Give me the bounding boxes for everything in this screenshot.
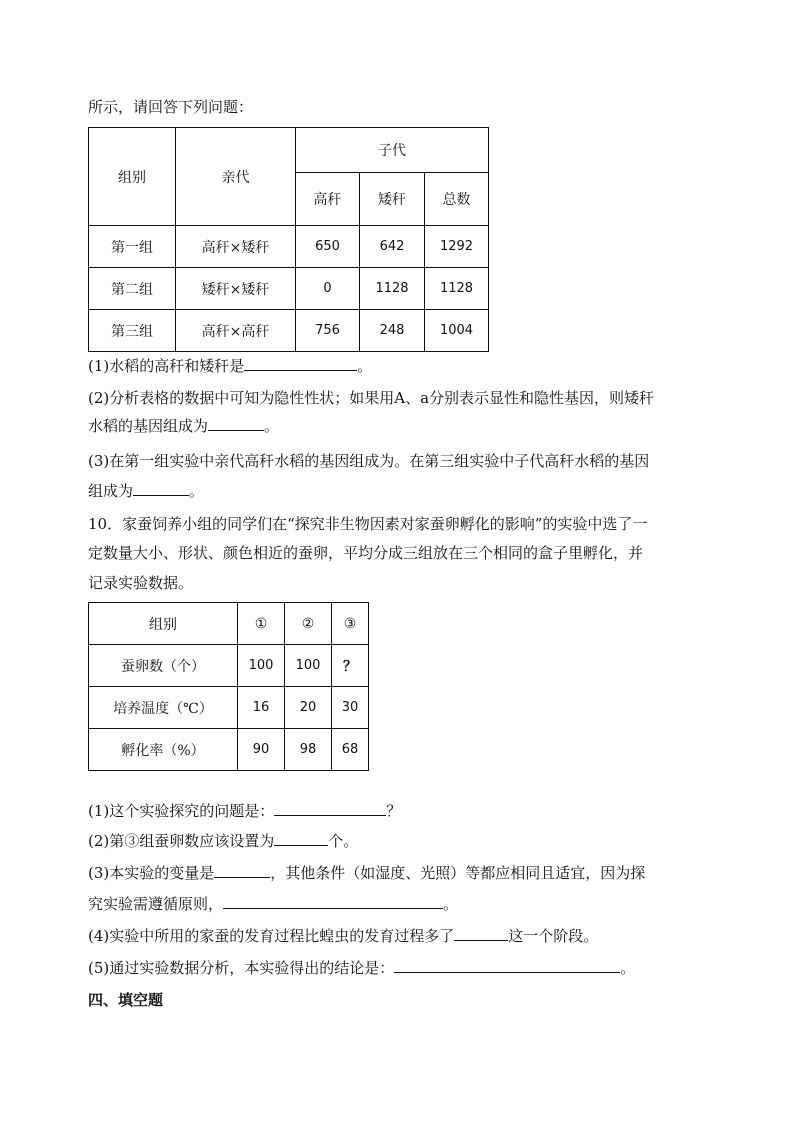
q10-line3: 记录实验数据。 xyxy=(88,574,194,592)
table-row xyxy=(89,645,369,687)
cell-value: 100 xyxy=(285,645,332,687)
cell-value: 98 xyxy=(285,729,332,771)
cell-total: 1004 xyxy=(425,310,489,352)
cell-group: 第一组 xyxy=(89,226,176,268)
cell-group: 第二组 xyxy=(89,268,176,310)
header-group: 组别 xyxy=(89,128,176,226)
q10-sub4: (4)实验中所用的家蚕的发育过程比蝗虫的发育过程多了 这一个阶段。 xyxy=(88,927,599,945)
answer-blank[interactable] xyxy=(454,926,508,941)
intro-text: 所示，请回答下列问题： xyxy=(88,98,254,116)
row-label: 蚕卵数（个） xyxy=(89,645,238,687)
answer-blank[interactable] xyxy=(274,831,328,846)
cell-parent: 矮秆×矮秆 xyxy=(176,268,296,310)
q10-sub5: (5)通过实验数据分析，本实验得出的结论是： 。 xyxy=(88,959,636,977)
q9-part2-line2: 水稻的基因组成为 。 xyxy=(88,417,280,435)
table-row xyxy=(89,310,489,352)
cell-total: 1292 xyxy=(425,226,489,268)
table-row xyxy=(89,687,369,729)
cell-short: 1128 xyxy=(360,268,425,310)
header-total: 总数 xyxy=(425,173,489,226)
cell-parent: 高秆×高秆 xyxy=(176,310,296,352)
answer-blank[interactable] xyxy=(244,356,357,371)
section-heading-fill-in: 四、填空题 xyxy=(88,991,164,1009)
cell-value: 20 xyxy=(285,687,332,729)
table-row xyxy=(89,603,369,645)
answer-blank[interactable] xyxy=(214,863,270,878)
cell-tall: 650 xyxy=(296,226,360,268)
cell-total: 1128 xyxy=(425,268,489,310)
header-group2: ② xyxy=(285,603,332,645)
header-offspring: 子代 xyxy=(296,128,489,173)
header-group3: ③ xyxy=(332,603,369,645)
q9-part1: (1)水稻的高秆和矮秆是 。 xyxy=(88,357,373,375)
table-row xyxy=(89,226,489,268)
row-label: 孵化率（%） xyxy=(89,729,238,771)
answer-blank[interactable] xyxy=(223,894,443,909)
cell-group: 第三组 xyxy=(89,310,176,352)
cell-short: 248 xyxy=(360,310,425,352)
answer-blank[interactable] xyxy=(208,416,264,431)
cell-value: ？ xyxy=(332,645,369,687)
cell-tall: 756 xyxy=(296,310,360,352)
cell-short: 642 xyxy=(360,226,425,268)
q10-sub2: (2)第③组蚕卵数应该设置为 个。 xyxy=(88,832,359,850)
cell-value: 100 xyxy=(238,645,285,687)
rice-height-table xyxy=(88,127,489,352)
q10-sub3-line1: (3)本实验的变量是 ，其他条件（如湿度、光照）等都应相同且适宜，因为探 xyxy=(88,864,646,882)
header-parent: 亲代 xyxy=(176,128,296,226)
table-row xyxy=(89,268,489,310)
cell-value: 68 xyxy=(332,729,369,771)
cell-parent: 高秆×矮秆 xyxy=(176,226,296,268)
cell-value: 30 xyxy=(332,687,369,729)
answer-blank[interactable] xyxy=(133,481,189,496)
q9-part2-line1: (2)分析表格的数据中可知为隐性性状；如果用A、a分别表示显性和隐性基因，则矮秆 xyxy=(88,389,655,407)
cell-tall: 0 xyxy=(296,268,360,310)
q9-part3-line2: 组成为 。 xyxy=(88,482,205,500)
header-group: 组别 xyxy=(89,603,238,645)
header-short: 矮秆 xyxy=(360,173,425,226)
row-label: 培养温度（℃） xyxy=(89,687,238,729)
q10-line1: 10．家蚕饲养小组的同学们在“探究非生物因素对家蚕卵孵化的影响”的实验中选了一 xyxy=(88,515,648,533)
answer-blank[interactable] xyxy=(394,958,620,973)
answer-blank[interactable] xyxy=(274,801,386,816)
table-row xyxy=(89,729,369,771)
header-tall: 高秆 xyxy=(296,173,360,226)
cell-value: 16 xyxy=(238,687,285,729)
q9-part3-line1: (3)在第一组实验中亲代高秆水稻的基因组成为。在第三组实验中子代高秆水稻的基因 xyxy=(88,452,650,470)
q10-sub1: (1)这个实验探究的问题是： ？ xyxy=(88,802,402,820)
header-group1: ① xyxy=(238,603,285,645)
q10-sub3-line2: 究实验需遵循原则， 。 xyxy=(88,895,459,913)
cell-value: 90 xyxy=(238,729,285,771)
silkworm-table xyxy=(88,602,369,771)
q10-line2: 定数量大小、形状、颜色相近的蚕卵，平均分成三组放在三个相同的盒子里孵化，并 xyxy=(88,544,644,562)
